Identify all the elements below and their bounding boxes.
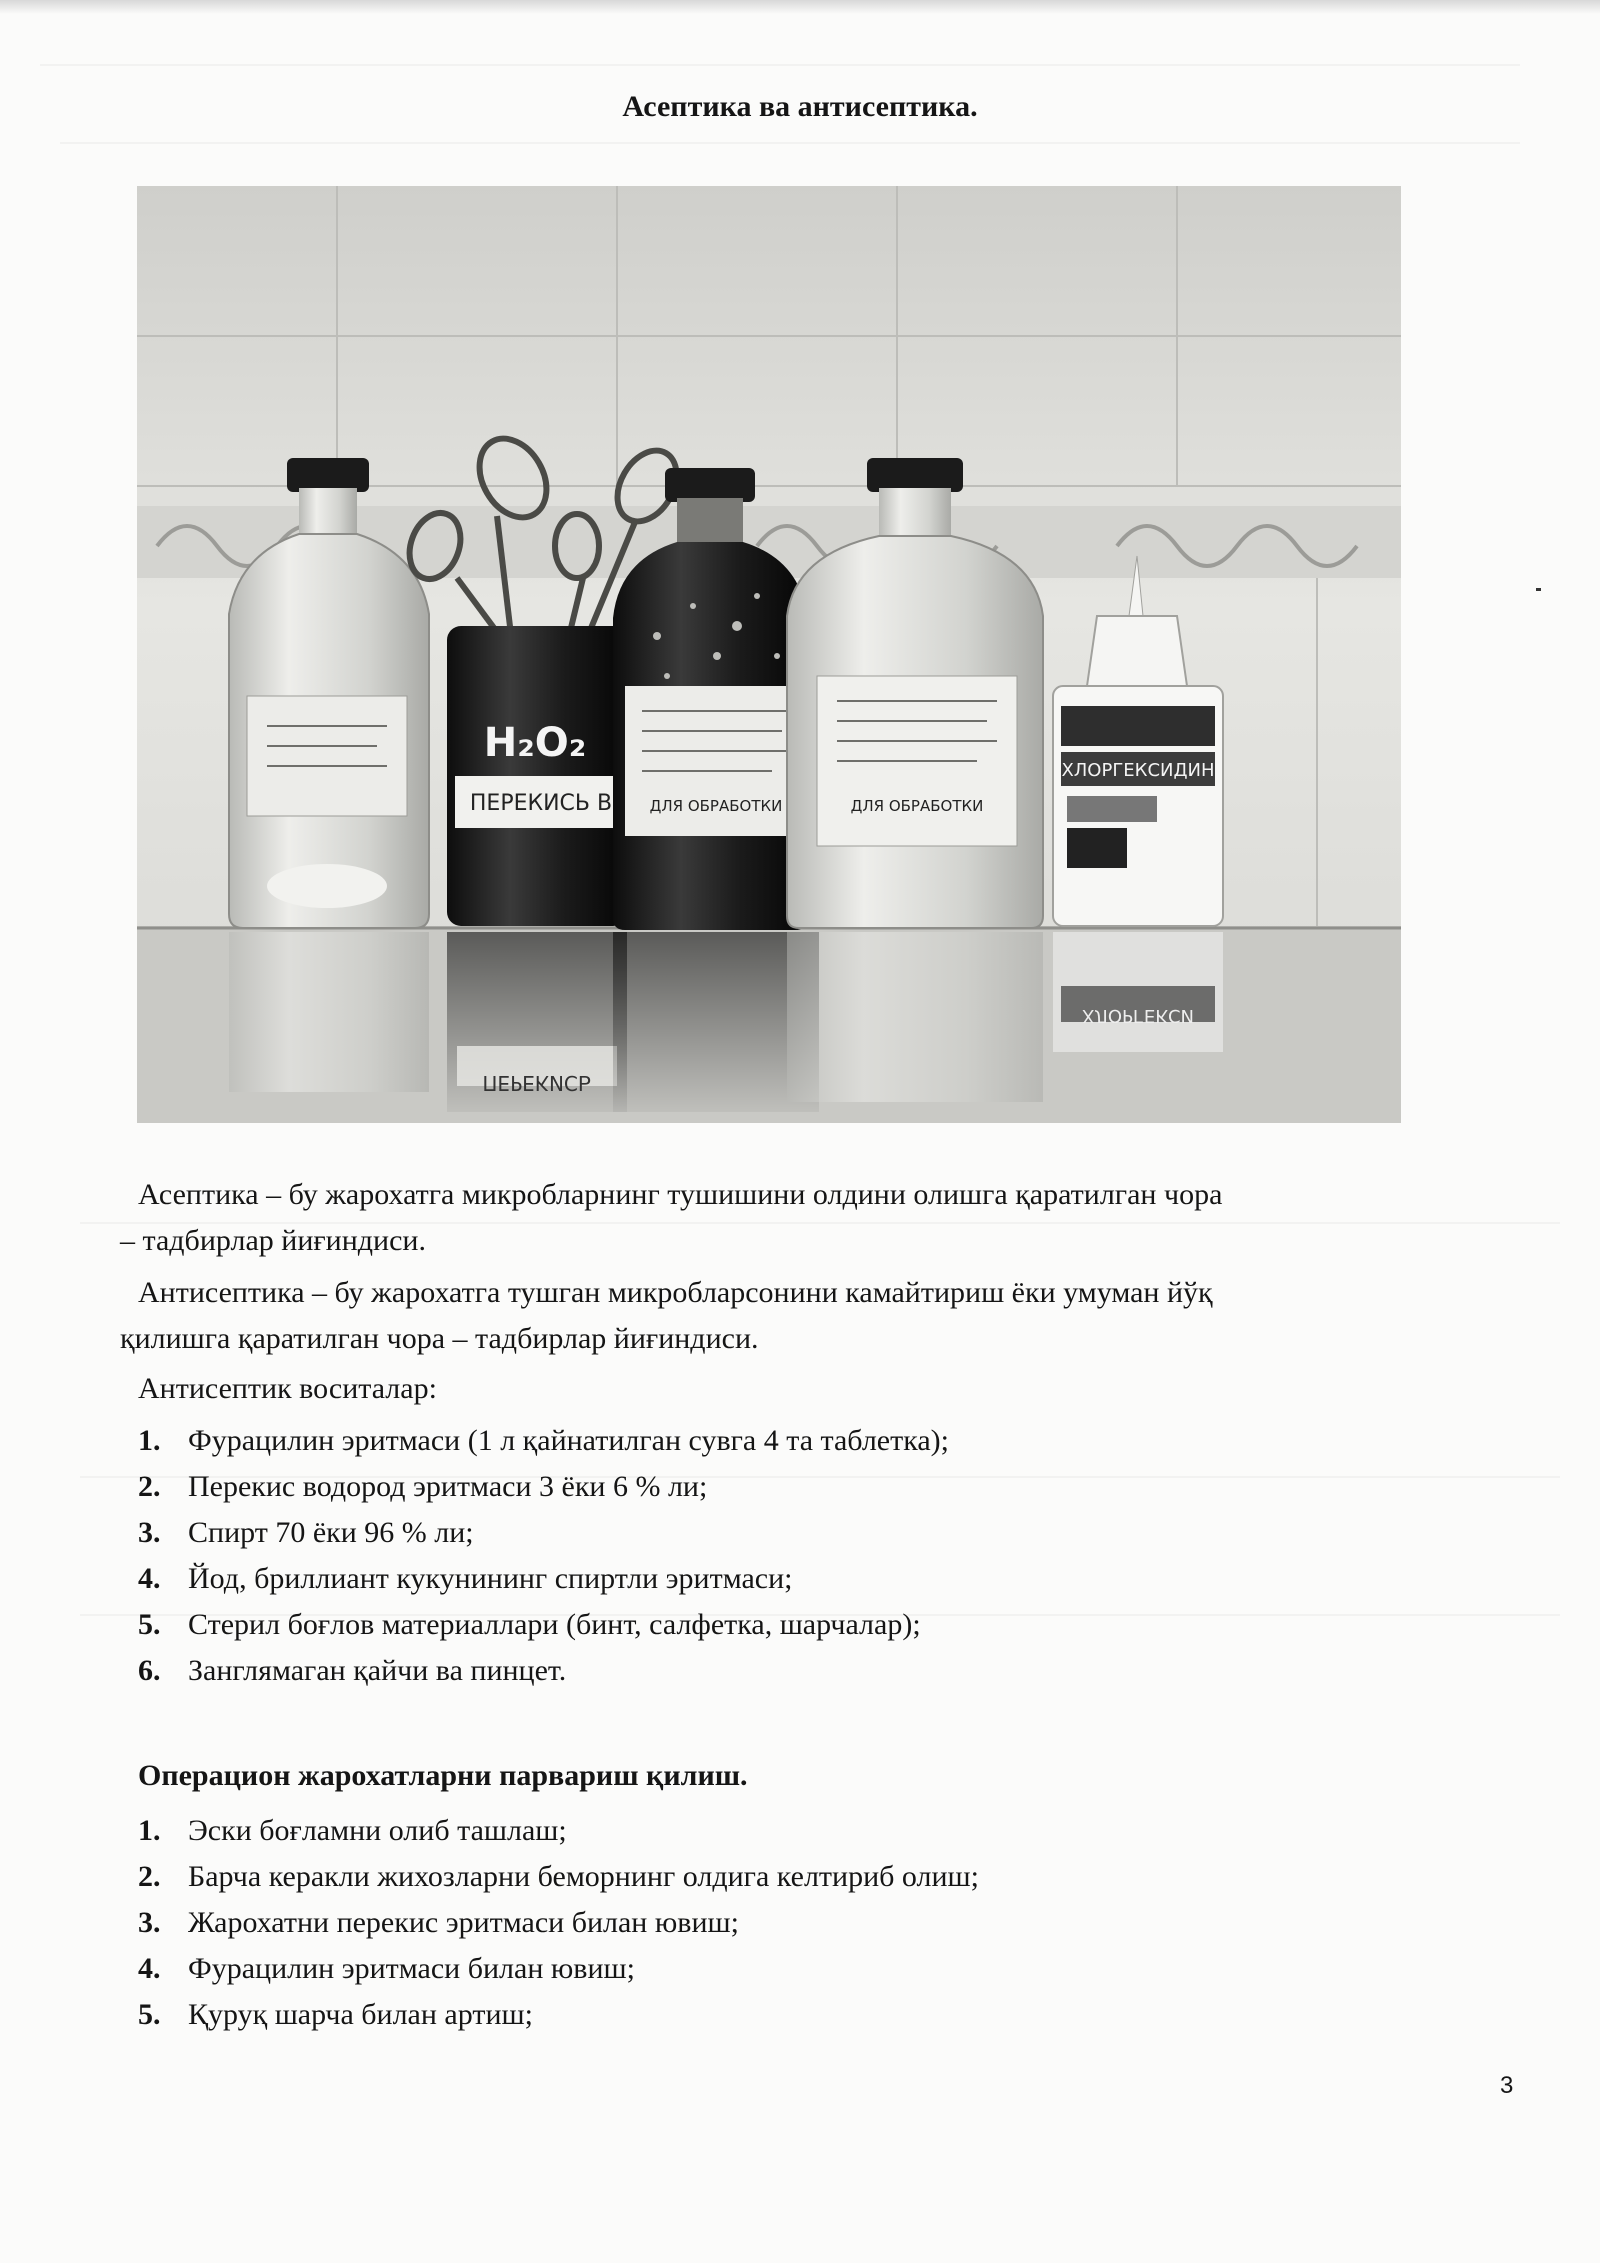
chlorhexidine-label: ХЛОРГЕКСИДИН xyxy=(1061,760,1215,781)
list-item: 5. Стерил боғлов материаллари (бинт, салфетка, шарчалар); xyxy=(138,1608,921,1641)
bleed-through-line xyxy=(60,142,1520,144)
antiseptics-photo xyxy=(137,186,1401,1123)
page-title: Асептика ва антисептика. xyxy=(622,90,978,123)
wound-care-steps xyxy=(138,1808,979,2038)
h2o2-label: H₂O₂ xyxy=(483,720,587,766)
list-item: 2. Барча керакли жихозларни беморнинг олдига келтириб олиш; xyxy=(138,1860,979,1893)
antisepsis-line-2: қилишга қаратилган чора – тадбирлар йиғиндиси. xyxy=(120,1322,759,1355)
list-item: 3. Спирт 70 ёки 96 % ли; xyxy=(138,1516,474,1549)
antisepsis-definition xyxy=(120,1270,1510,1362)
peroxide-jar xyxy=(447,626,629,926)
list-item: 2. Перекис водород эритмаси 3 ёки 6 % ли; xyxy=(138,1470,708,1503)
page-number: 3 xyxy=(1500,2072,1514,2099)
scan-speck xyxy=(1536,588,1541,591)
list-item: 4. Йод, бриллиант кукунининг спиртли эритмаси; xyxy=(138,1562,793,1595)
list-item: 1. Фурацилин эритмаси (1 л қайнатилган сувга 4 та таблетка); xyxy=(138,1424,949,1457)
antisepsis-line-1: Антисептика – бу жарохатга тушган микробларсонини камайтириш ёки умуман йўқ xyxy=(138,1276,1213,1309)
bleed-through-line xyxy=(40,64,1520,66)
list-item: 3. Жарохатни перекис эритмаси билан ювиш; xyxy=(138,1906,739,1939)
scan-edge-shadow xyxy=(0,0,1600,14)
reflection-peroxide-label: ПЕРЕКИСЬ xyxy=(482,1071,592,1095)
list-item: 6. Занглямаган қайчи ва пинцет. xyxy=(138,1654,567,1687)
for-processing-label: ДЛЯ ОБРАБОТКИ xyxy=(649,797,783,815)
asepsis-line-1: Асептика – бу жарохатга микробларнинг тушишини олдини олишга қаратилган чора xyxy=(138,1178,1223,1211)
list-item: 1. Эски боғламни олиб ташлаш; xyxy=(138,1814,567,1847)
reflection-chlorhex-label: ХЛОРГЕКСИ xyxy=(1081,1005,1195,1026)
agents-heading: Антисептик воситалар: xyxy=(138,1372,437,1405)
list-item: 5. Қуруқ шарча билан артиш; xyxy=(138,1998,533,2031)
asepsis-line-2: – тадбирлар йиғиндиси. xyxy=(120,1224,426,1257)
asepsis-definition xyxy=(120,1172,1510,1264)
peroxide-label: ПЕРЕКИСЬ В xyxy=(469,791,613,816)
antiseptic-agents-list xyxy=(138,1418,949,1694)
for-processing-label: ДЛЯ ОБРАБОТКИ xyxy=(850,797,984,815)
list-item: 4. Фурацилин эритмаси билан ювиш; xyxy=(138,1952,635,1985)
wound-care-heading: Операцион жарохатларни парвариш қилиш. xyxy=(138,1759,748,1792)
